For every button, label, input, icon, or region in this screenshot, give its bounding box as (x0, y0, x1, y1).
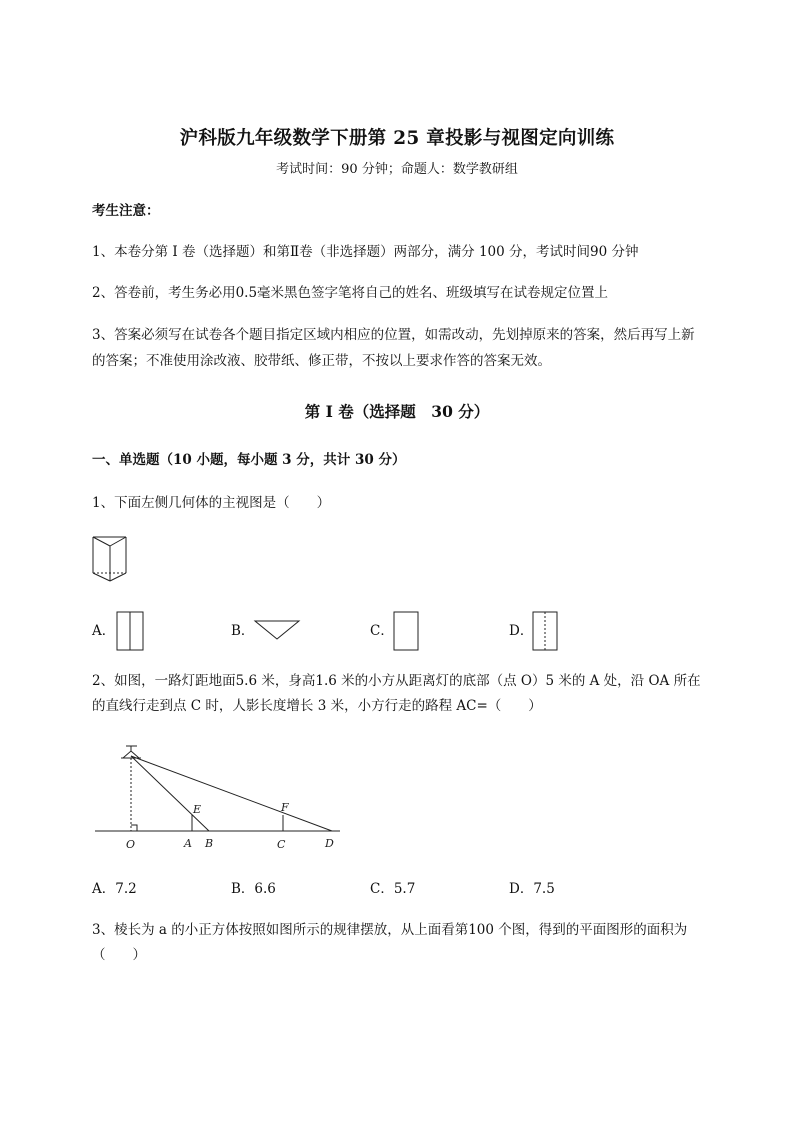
q2-option-b[interactable]: B．6.6 (231, 881, 276, 897)
label-b: B (205, 837, 214, 850)
notice-item-1: 1、本卷分第 I 卷（选择题）和第Ⅱ卷（非选择题）两部分，满分 100 分，考试时间90 分钟 (92, 244, 639, 260)
part-heading: 一、单选题（10 小题，每小题 3 分，共计 30 分） (92, 452, 406, 468)
ray-to-d (131, 756, 332, 831)
ray-to-b (131, 756, 209, 831)
q2-option-d[interactable]: D．7.5 (509, 881, 555, 897)
label-a: A (184, 837, 192, 850)
page-title: 沪科版九年级数学下册第 25 章投影与视图定向训练 (179, 128, 615, 149)
q2-option-c[interactable]: C．5.7 (370, 881, 416, 897)
question-2-stem-line2: 的直线行走到点 C 时，人影长度增长 3 米，小方行走的路程 AC=（ ） (92, 698, 542, 714)
right-angle-mark (131, 825, 137, 831)
prism-solid-figure (90, 533, 132, 585)
q1-option-b-label[interactable]: B． (231, 623, 255, 639)
question-3-stem-line2: （ ） (92, 947, 146, 963)
question-1-stem: 1、下面左侧几何体的主视图是（ ） (92, 495, 331, 511)
q1-option-c-label[interactable]: C． (370, 623, 394, 639)
label-e: E (193, 803, 202, 816)
notice-item-3: 3、答案必须写在试卷各个题目指定区域内相应的位置，如需改动，先划掉原来的答案，然后再写上新 (92, 327, 695, 343)
q1-option-a-figure[interactable] (114, 610, 148, 652)
q2-option-a[interactable]: A．7.2 (92, 881, 137, 897)
label-o: O (126, 838, 136, 851)
label-f: F (281, 801, 289, 814)
lamp-shade (123, 751, 139, 758)
question-2-stem-line1: 2、如图，一路灯距地面5.6 米，身高1.6 米的小方从距离灯的底部（点 O）5 米的 A 处，沿 OA 所在 (92, 673, 701, 689)
q1-option-b-figure[interactable] (253, 618, 301, 642)
exam-info: 考试时间：90 分钟；命题人：数学教研组 (276, 162, 518, 177)
streetlight-diagram (92, 740, 352, 856)
q1-option-a-label[interactable]: A． (92, 623, 116, 639)
label-d: D (325, 837, 334, 850)
q1-option-d-figure[interactable] (530, 610, 562, 652)
question-3-stem-line1: 3、棱长为 a 的小正方体按照如图所示的规律摆放，从上面看第100 个图，得到的平面图形的面积为 (92, 922, 688, 938)
notice-item-3-cont: 的答案；不准使用涂改液、胶带纸、修正带，不按以上要求作答的答案无效。 (92, 353, 551, 369)
notice-item-2: 2、答卷前，考生务必用0.5毫米黑色签字笔将自己的姓名、班级填写在试卷规定位置上 (92, 285, 609, 301)
q1-option-d-label[interactable]: D． (509, 623, 534, 639)
section-title: 第 I 卷（选择题 30 分） (304, 402, 490, 421)
q1-option-c-figure[interactable] (392, 610, 422, 652)
notice-heading: 考生注意： (92, 203, 160, 219)
label-c: C (277, 838, 286, 851)
